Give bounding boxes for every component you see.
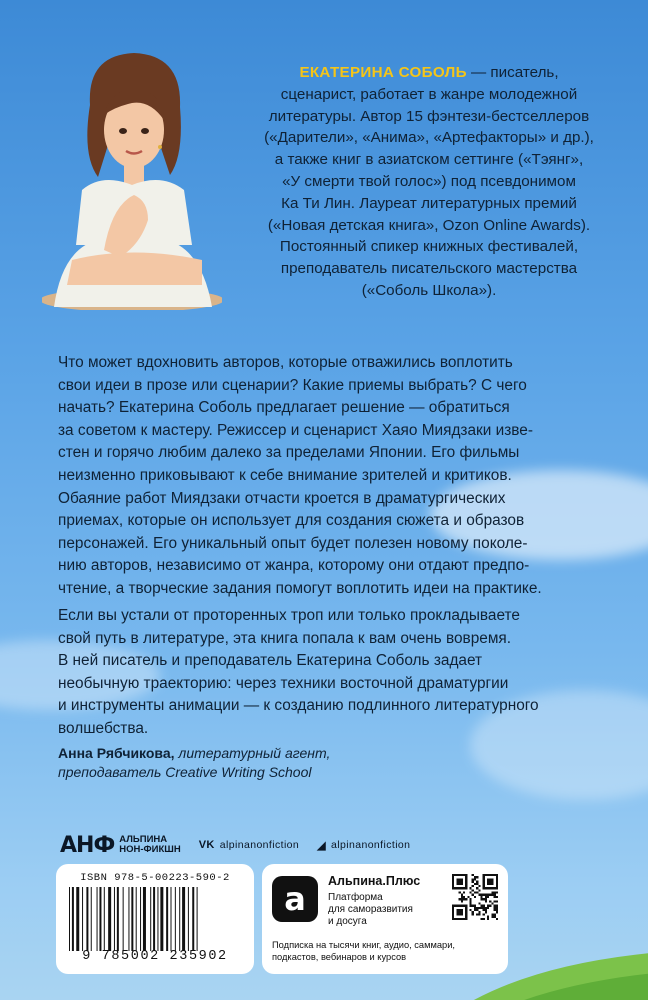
description-paragraph-1 [58,352,613,601]
author-name: ЕКАТЕРИНА СОБОЛЬ [299,64,467,81]
publisher-name [119,835,180,855]
quote-author-role: литературный агент, [174,745,331,761]
quote-author-role-prefix: преподаватель [58,764,166,780]
bio-line: сценарист, работает в жанре молодежной [280,85,578,103]
alpina-plus-logo-icon: a [272,876,318,922]
qr-code-icon[interactable] [452,874,498,920]
desc-line: Обаяние работ Миядзаки отчасти кроется в драматургических [58,489,506,507]
isbn-label: ISBN 978-5-00223-590-2 [80,872,230,884]
publisher-logo-icon: АНФ [60,832,115,858]
desc-line: и инструменты анимации — к созданию подлинного литературного [58,697,539,715]
bio-line: («Дарители», «Анима», «Артефакторы» и др.), [264,129,594,147]
telegram-handle: alpinanonfiction [331,839,411,851]
bio-line: («Соболь Школа»). [361,281,497,299]
publisher-name-line: НОН-ФИКШН [119,844,181,855]
barcode [67,887,243,951]
vk-link[interactable] [199,839,299,851]
desc-line: нию авторов, независимо от жанра, которому они отдают предпо- [58,557,530,575]
publisher-name-line: АЛЬПИНА [119,834,168,845]
subtitle-line: и досуга [328,916,367,927]
isbn-barcode-panel [56,864,254,974]
note-line: Подписка на тысячи книг, аудио, саммари, [272,940,456,950]
bio-line: («Новая детская книга», Ozon Online Awards). [267,216,591,234]
bio-line: а также книг в азиатском сеттинге («Тэянг», [274,151,584,169]
subtitle-line: Платформа [328,892,383,903]
desc-line: свои идеи в прозе или сценарии? Какие приемы выбрать? С чего [58,376,527,394]
desc-line: чтение, а творческие задания помогут воплотить идеи на практике. [58,579,542,597]
telegram-icon: ◢ [317,839,327,852]
bio-line: Ка Ти Лин. Лауреат литературных премий [281,194,577,212]
desc-line: стен и горячо любим далеко за пределами Японии. Его фильмы [58,444,520,462]
desc-line: приемах, которые он использует для создания сюжета и образов [58,512,525,530]
desc-line: начать? Екатерина Соболь предлагает решение — обратиться [58,399,510,417]
desc-line: волшебства. [58,719,149,737]
author-bio [234,62,624,302]
subtitle-line: для саморазвития [328,904,413,915]
alpina-plus-title: Альпина.Плюс [328,874,421,888]
note-line: подкастов, вебинаров и курсов [272,951,407,962]
desc-line: за советом к мастеру. Режиссер и сценарист Хаяо Миядзаки изве- [58,421,533,439]
desc-line: свой путь в литературе, эта книга попала к вам очень вовремя. [58,629,512,647]
vk-icon: VK [198,839,215,851]
desc-line: персонажей. Его уникальный опыт будет полезен новому поколе- [58,534,528,552]
barcode-digits: 9 785002 235902 [82,949,228,964]
quote-author-school: Creative Writing School [165,764,312,780]
bio-line: литературы. Автор 15 фэнтези-бестселлеров [268,107,590,125]
bio-line: «У смерти твой голос») под псевдонимом [282,172,576,190]
vk-handle: alpinanonfiction [219,839,300,851]
bio-line: преподаватель писательского мастерства [280,260,578,278]
bio-line: Постоянный спикер книжных фестивалей, [279,238,579,256]
desc-line: Если вы устали от проторенных троп или только прокладываете [58,607,520,624]
desc-line: Что может вдохновить авторов, которые отважились воплотить [58,354,513,371]
telegram-link[interactable] [317,839,410,852]
description-paragraph-2 [58,605,613,741]
desc-line: В ней писатель и преподаватель Екатерина Соболь задает [58,652,483,670]
author-portrait [42,45,222,310]
quote-attribution [58,744,558,782]
quote-author-name: Анна Рябчикова, [58,745,175,761]
desc-line: неизменно приковывают к себе внимание зрителей и критиков. [58,466,512,484]
publisher-row [60,830,580,860]
bio-line: — писатель, [466,64,559,81]
grass-hill [430,940,648,1000]
alpina-plus-subtitle [328,892,438,928]
desc-line: необычную траекторию: через техники восточной драматургии [58,674,509,692]
